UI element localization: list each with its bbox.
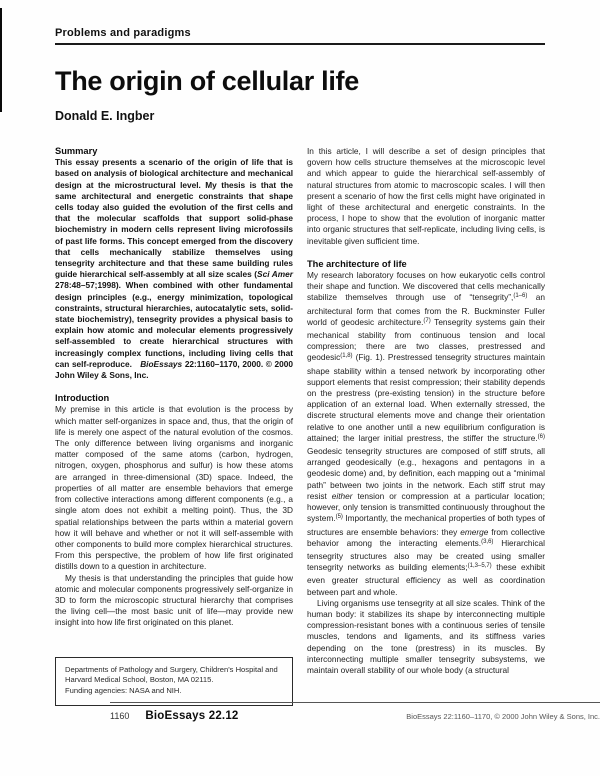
left-column: [55, 146, 293, 708]
scan-edge-artifact: [0, 8, 2, 112]
page-footer: [110, 702, 600, 722]
architecture-heading: The architecture of life: [307, 258, 407, 269]
page-number: 1160: [110, 711, 130, 721]
author-name: Donald E. Ingber: [55, 109, 155, 123]
summary-heading: Summary: [55, 146, 98, 156]
architecture-paragraph: My research laboratory focuses on how eukaryotic cells control their shape and function. We discovered that cells mechanically stabilize themselves through use of “tensegrity”,$^{(1-6)}$ an architectural form that comes from the R. Buckminster Fuller world of geodesic architecture.$^{(7)}$ Tensegrity systems gain their mechanical stability from continuous tension and local compression; there are two classes, prestressed and geodesic$^{(1,8)}$ (Fig. 1). Prestressed tensegrity structures maintain shape stability within a tensed network by incorporating other support elements that resist compression; their stability depends on the prestress (pre-existing tension) in the structure before application of an external load. When externally stressed, the discrete structural elements move and change their orientation relative to one another until a new equilibrium configuration is attained; the larger initial prestress, the stiffer the structure.$^{(6)}$ Geodesic tensegrity structures are composed of stiff struts, all arranged geodesically (e.g., hexagons and pentagons in a geodesic dome) and, by definition, each mapping out a “minimal path” between two joints in the network. Each stiff strut may resist either tension or compression at a particular location; however, only tension is transmitted continuously throughout the system.$^{(5)}$ Importantly, the mechanical properties of both types of structures are ensemble behaviors: they emerge from collective behavior among the interacting elements.$^{(3,6)}$ Hierarchical tensegrity structures also may be created using smaller tensegrity networks as building elements;$^{(1,3-5,7)}$ these exhibit even greater structural efficiency as well as coordination between part and whole.: [307, 270, 545, 597]
affiliation-line: Departments of Pathology and Surgery, Children's Hospital and Harvard Medical School, Boston, MA 02115.: [65, 664, 278, 684]
funding-line: Funding agencies: NASA and NIH.: [65, 685, 182, 695]
introduction-heading: Introduction: [55, 393, 110, 404]
copyright-line: BioEssays 22:1160–1170, © 2000 John Wiley & Sons, Inc.: [406, 712, 600, 721]
footer-left: [110, 710, 239, 722]
running-head: Problems and paradigms: [55, 27, 191, 39]
right-column: [307, 146, 545, 708]
header-rule: [55, 43, 545, 45]
intro-paragraph-2: My thesis is that understanding the principles that guide how atomic and molecular components progressively self-organize in 3D to form the microscopic structural hierarchy that comprises the living cell—the most basic unit of life—may provide new insight into how life first originated on this planet.: [55, 572, 293, 628]
affiliation-box: [55, 657, 293, 707]
page-content: [55, 0, 600, 722]
two-column-body: [55, 146, 545, 708]
living-organisms-paragraph: Living organisms use tensegrity at all size scales. Think of the human body: it stabilizes its shape by interconnecting multiple compression-resistant bones with a continuous series of tensile muscles, tendons and ligaments, and its stiffness varies depending on the tone (prestress) in its muscles. By interconnecting multiple smaller tensegrity subsystems, we maintain overall stability of our whole body (a structural: [307, 597, 545, 675]
opening-paragraph: In this article, I will describe a set of design principles that govern how cells structure themselves at the microscopic level and which appear to guide the hierarchical self-assembly of natural structures from atomic to macroscopic scales. I will then present a scenario of how the first cells might have originated in light of these architectural and energetic constraints. In the process, I hope to show that the evolution of inorganic matter into organic structures that self-replicate, including living cells, is inevitable given sufficient time.: [307, 146, 545, 246]
intro-paragraph-1: My premise in this article is that evolution is the process by which matter self-organizes in space and, thus, that the origin of life is merely one aspect of the natural evolution of the cosmos. The only difference between living organisms and inorganic matter composed of the same atoms (carbon, hydrogen, nitrogen, oxygen, phosphorus and sulfur) is how these atoms are arranged in three-dimensional (3D) space. Indeed, the properties of all matter are ensemble behaviors that emerge from collective interactions among different components (e.g., a single atom does not exhibit a melting point). Thus, the 3D spatial relationships between the parts within a material govern how it will behave and whether or not it will self-assemble with other components to build more complex hierarchical structures. From this perspective, the problem of how life first originated distills down to a question in architecture.: [55, 404, 293, 572]
journal-volume: BioEssays 22.12: [145, 710, 239, 722]
article-title: The origin of cellular life: [55, 66, 359, 96]
summary-paragraph: This essay presents a scenario of the origin of life that is based on analysis of biological architecture and mechanical design at the microstructural level. My thesis is that the same architectural and energetic constraints that shape cells today also guided the evolution of the first cells and that the molecular scaffolds that support solid-phase biochemistry in modern cells represent living microfossils of past life forms. This concept emerged from the discovery that cells mechanically stabilize themselves using tensegrity architecture and that these same building rules guide hierarchical self-assembly at all size scales (Sci Amer 278:48–57;1998). When combined with other fundamental design principles (e.g., energy minimization, topological constraints, structural hierarchies, autocatalytic sets, solid-state biochemistry), tensegrity provides a physical basis to explain how atomic and molecular elements progressively self-assembled to create hierarchical structures with increasingly complex functions, including living cells that can self-reproduce. BioEssays 22:1160–1170, 2000. © 2000 John Wiley & Sons, Inc.: [55, 157, 293, 381]
